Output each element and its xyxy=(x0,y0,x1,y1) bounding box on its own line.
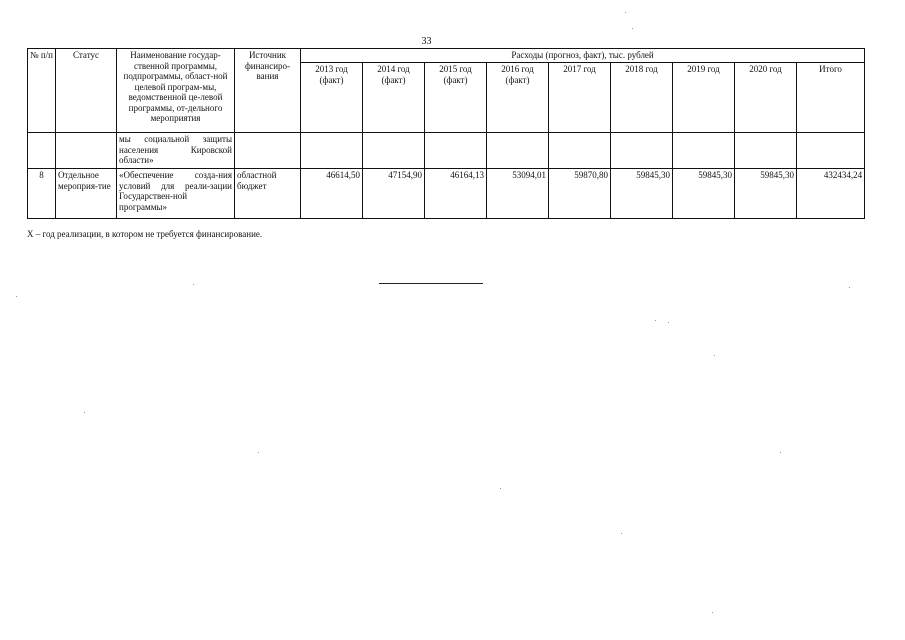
cell-empty xyxy=(425,133,487,169)
end-rule xyxy=(379,283,483,284)
scan-speck xyxy=(668,322,669,323)
header-row xyxy=(28,49,865,63)
table-row xyxy=(28,169,865,219)
cell-value: 59845,30 xyxy=(611,169,673,219)
scan-speck xyxy=(632,28,633,29)
cell-value: 46614,50 xyxy=(301,169,363,219)
cell-empty xyxy=(611,133,673,169)
cell-empty xyxy=(487,133,549,169)
footnote: Х – год реализации, в котором не требуется финансирование. xyxy=(27,229,263,239)
header-year: 2020 год xyxy=(735,63,797,133)
cell-value: 59845,30 xyxy=(735,169,797,219)
header-year: 2018 год xyxy=(611,63,673,133)
header-status: Статус xyxy=(56,49,117,133)
cell-value: 47154,90 xyxy=(363,169,425,219)
header-expenses: Расходы (прогноз, факт), тыс. рублей xyxy=(301,49,865,63)
scan-speck xyxy=(621,533,622,534)
cell-empty xyxy=(56,133,117,169)
cell-empty xyxy=(301,133,363,169)
cell-source: областной бюджет xyxy=(235,169,301,219)
scan-speck xyxy=(655,320,656,321)
cell-empty xyxy=(549,133,611,169)
scan-speck xyxy=(849,287,850,288)
cell-total: 432434,24 xyxy=(797,169,865,219)
cell-status: Отдельное мероприя-тие xyxy=(56,169,117,219)
scan-speck xyxy=(193,284,194,285)
cell-empty xyxy=(235,133,301,169)
scan-speck xyxy=(714,355,715,356)
scan-speck xyxy=(258,452,259,453)
header-year: 2016 год (факт) xyxy=(487,63,549,133)
header-num: № п/п xyxy=(28,49,56,133)
cell-name: «Обеспечение созда-ния условий для реали-зации Государствен-ной программы» xyxy=(117,169,235,219)
scan-speck xyxy=(625,12,626,13)
cell-num: 8 xyxy=(28,169,56,219)
scan-speck xyxy=(780,452,781,453)
scan-speck xyxy=(84,412,85,413)
cell-empty xyxy=(673,133,735,169)
cell-empty xyxy=(363,133,425,169)
header-name: Наименование государ-ственной программы, подпрограммы, област-ной целевой програм-мы, ведомственной це-левой программы, от-дельного мероприятия xyxy=(117,49,235,133)
cell-value: 46164,13 xyxy=(425,169,487,219)
cell-value: 59845,30 xyxy=(673,169,735,219)
header-year: 2013 год (факт) xyxy=(301,63,363,133)
cell-empty xyxy=(735,133,797,169)
header-year: 2019 год xyxy=(673,63,735,133)
header-source: Источник финансиро-вания xyxy=(235,49,301,133)
cell-name-continuation: мы социальной защиты населения Кировской области» xyxy=(117,133,235,169)
scan-speck xyxy=(16,296,17,297)
expenditure-table xyxy=(27,48,865,219)
scan-speck xyxy=(500,488,501,489)
cell-value: 59870,80 xyxy=(549,169,611,219)
cell-value: 53094,01 xyxy=(487,169,549,219)
header-year: 2017 год xyxy=(549,63,611,133)
cell-empty xyxy=(28,133,56,169)
header-year: 2014 год (факт) xyxy=(363,63,425,133)
cell-empty xyxy=(797,133,865,169)
page-number: 33 xyxy=(421,36,432,47)
header-year: 2015 год (факт) xyxy=(425,63,487,133)
table-row xyxy=(28,133,865,169)
header-total: Итого xyxy=(797,63,865,133)
scan-speck xyxy=(712,612,713,613)
